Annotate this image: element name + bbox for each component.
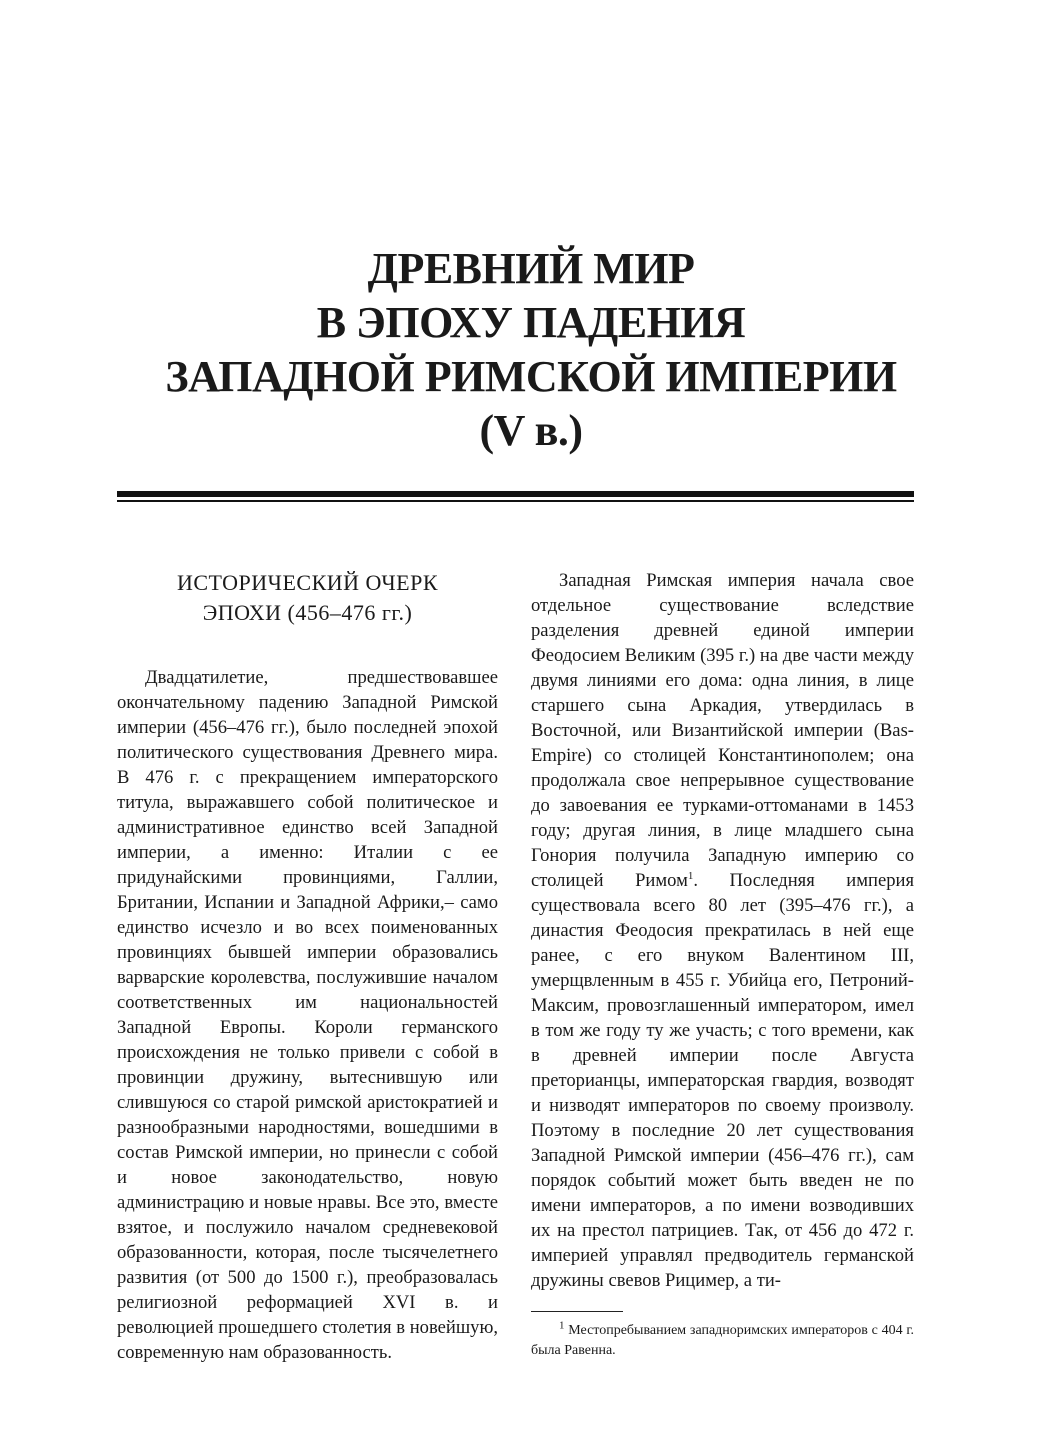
- title-line-3: ЗАПАДНОЙ РИМСКОЙ ИМПЕРИИ: [165, 352, 897, 401]
- left-column: [117, 568, 498, 1365]
- left-column-paragraph: Двадцатилетие, предшествовавшее окончательному падению Западной Римской империи (456–476 гг.), было последней эпохой политического существования Древнего мира. В 476 г. с прекращением императорского титула, выражавшего собой политическое и административное единство всей Западной империи, а именно: Италии с ее придунайскими провинциями, Галлии, Британии, Испании и Западной Африки,– само единство исчезло и во всех поименованных провинциях бывшей империи образовались варварские королевства, послужившие началом соответственных им национальностей Западной Европы. Короли германского происхождения не только привели с собой в провинции дружину, вытеснившую или слившуюся со старой римской аристократией и разнообразными народностями, вошедшими в состав Римской империи, но принесли с собой и новое законодательство, новую администрацию и новые нравы. Все это, вместе взятое, и послужило началом средневековой образованности, которая, после тысячелетнего развития (от 500 до 1500 г.), преобразовалась религиозной реформацией XVI в. и революцией прошедшего столетия в новейшую, современную нам образованность.: [117, 667, 498, 1363]
- title-line-2: В ЭПОХУ ПАДЕНИЯ: [316, 298, 746, 347]
- chapter-title: [0, 242, 1062, 458]
- title-divider-thick: [117, 491, 914, 497]
- right-paragraph-part-2: . Последняя империя существовала всего 80 лет (395–476 гг.), а династия Феодосия прекратилась в ней еще ранее, с его внуком Валентином III, умерщвленным в 455 г. Убийца его, Петроний-Максим, провозглашенный императором, имел в том же году ту же участь; с того времени, как в древней империи после Августа преторианцы, императорская гвардия, возводят и низводят императоров по своему произволу. Поэтому в последние 20 лет существования Западной Римской империи (456–476 гг.), сам порядок событий может быть введен не по имени императоров, а по имени возводивших их на престол патрициев. Так, от 456 до 472 г. империей управлял предводитель германской дружины свевов Рицимер, а ти-: [531, 870, 914, 1291]
- title-divider-thin: [117, 500, 914, 502]
- section-heading-line-2: ЭПОХИ (456–476 гг.): [202, 600, 413, 625]
- footnote-separator: [531, 1311, 623, 1312]
- right-column: [531, 568, 914, 1361]
- section-heading: [117, 568, 498, 628]
- right-column-paragraph: [531, 568, 914, 1293]
- footnote: [531, 1321, 914, 1361]
- title-line-1: ДРЕВНИЙ МИР: [367, 244, 695, 293]
- section-heading-line-1: ИСТОРИЧЕСКИЙ ОЧЕРК: [176, 570, 439, 595]
- footnote-reference: 1: [687, 869, 694, 882]
- title-line-4: (V в.): [479, 406, 583, 455]
- footnote-text: Местопребыванием западноримских императоров с 404 г. была Равенна.: [531, 1323, 914, 1358]
- footnote-marker: 1: [559, 1319, 565, 1332]
- right-paragraph-part-1: Западная Римская империя начала свое отдельное существование вследствие разделения древней единой империи Феодосием Великим (395 г.) на две части между двумя линиями его дома: одна линия, в лице старшего сына Аркадия, утвердилась в Восточной, или Византийской империи (Bas-Empire) со столицей Константинополем; она продолжала свое непрерывное существование до завоевания ее турками-оттоманами в 1453 году; другая линия, в лице младшего сына Гонория получила Западную империю со столицей Римом: [531, 570, 914, 891]
